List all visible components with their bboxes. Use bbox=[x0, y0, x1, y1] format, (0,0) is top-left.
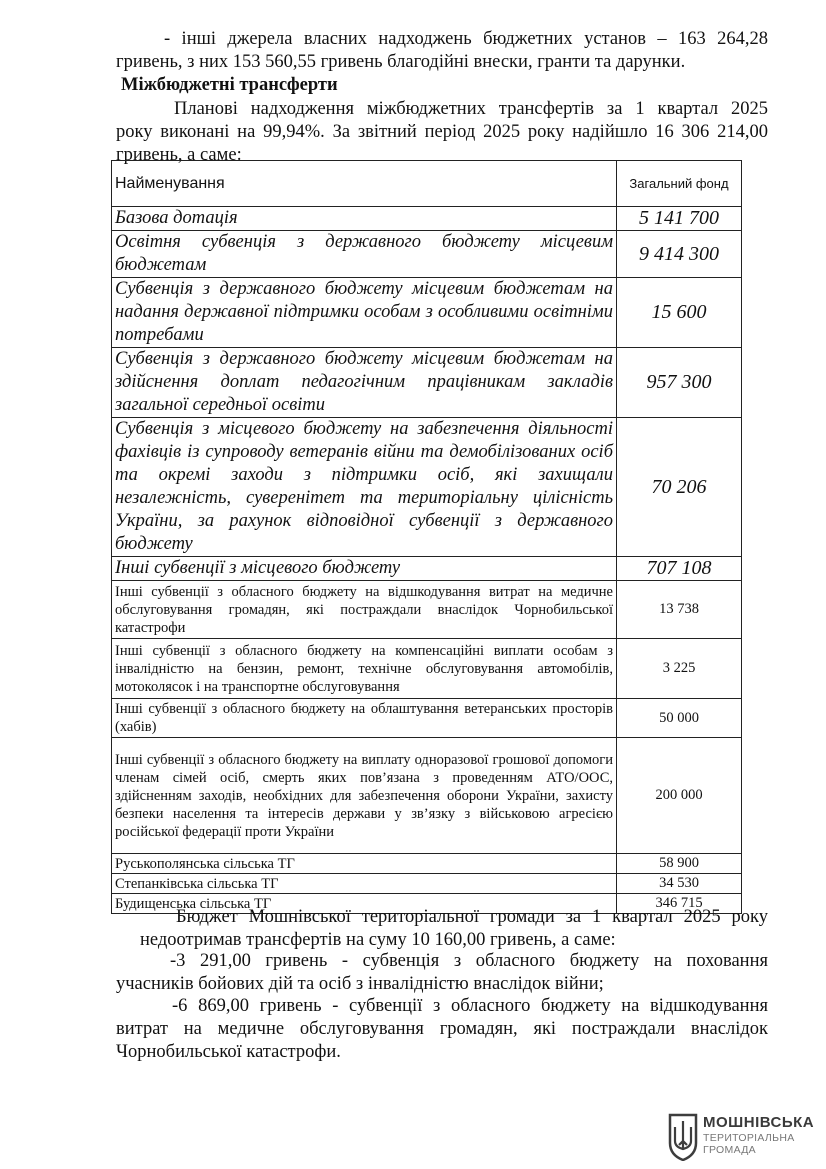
table-row bbox=[112, 207, 742, 231]
shortfall-item-1-line-1: -3 291,00 гривень - субвенція з обласного бюджету на поховання bbox=[170, 951, 768, 971]
shortfall-line-2: недоотримав трансфертів на суму 10 160,00 гривень, а саме: bbox=[140, 930, 616, 950]
community-logo bbox=[668, 1113, 818, 1163]
section-title: Міжбюджетні трансферти bbox=[121, 75, 338, 95]
table-row bbox=[112, 854, 742, 874]
row-name: Руськополянська сільська ТГ bbox=[112, 854, 617, 874]
row-value: 13 738 bbox=[617, 581, 742, 639]
row-value: 200 000 bbox=[617, 738, 742, 854]
row-value: 9 414 300 bbox=[617, 231, 742, 278]
row-name: Інші субвенції з обласного бюджету на відшкодування витрат на медичне обслуговування громадян, які постраждали внаслідок Чорнобильської катастрофи bbox=[112, 581, 617, 639]
header-general-fund: Загальний фонд bbox=[617, 161, 742, 207]
shortfall-item-2-line-2: витрат на медичне обслуговування громадян, які постраждали внаслідок bbox=[116, 1019, 768, 1039]
row-value: 70 206 bbox=[617, 418, 742, 557]
row-value: 3 225 bbox=[617, 639, 742, 699]
intro-line-1: - інші джерела власних надходжень бюджетних установ – 163 264,28 bbox=[164, 29, 768, 49]
row-name: Будищенська сільська ТГ bbox=[112, 894, 617, 914]
table-row bbox=[112, 738, 742, 854]
table-row bbox=[112, 278, 742, 348]
row-value: 957 300 bbox=[617, 348, 742, 418]
row-name: Інші субвенції з місцевого бюджету bbox=[112, 557, 617, 581]
table-row bbox=[112, 418, 742, 557]
table-row bbox=[112, 581, 742, 639]
summary-line-2: року виконані на 99,94%. За звітний період 2025 року надійшло 16 306 214,00 bbox=[116, 122, 768, 142]
row-name: Базова дотація bbox=[112, 207, 617, 231]
shortfall-item-1-line-2: учасників бойових дій та осіб з інвалідністю внаслідок війни; bbox=[116, 974, 604, 994]
trident-emblem-icon bbox=[668, 1113, 698, 1161]
row-name: Степанківська сільська ТГ bbox=[112, 874, 617, 894]
header-name: Найменування bbox=[112, 161, 617, 207]
table-row bbox=[112, 639, 742, 699]
shortfall-item-2-line-1: -6 869,00 гривень - субвенції з обласного бюджету на відшкодування bbox=[172, 996, 768, 1016]
logo-subtitle-1: ТЕРИТОРІАЛЬНА bbox=[703, 1132, 795, 1144]
row-name: Інші субвенції з обласного бюджету на виплату одноразової грошової допомоги членам сімей осіб, смерть яких пов’язана з проведенням АТО/ООС, здійсненням заходів, необхідних для забезпечення оборони України, захисту безпеки населення та інтересів держави у зв’язку з військовою агресією російської федерації проти України bbox=[112, 738, 617, 854]
row-value: 346 715 bbox=[617, 894, 742, 914]
summary-line-3: гривень, а саме: bbox=[116, 145, 242, 165]
logo-subtitle-2: ГРОМАДА bbox=[703, 1144, 756, 1156]
row-name: Субвенція з державного бюджету місцевим бюджетам на здійснення доплат педагогічним працівникам закладів загальної середньої освіти bbox=[112, 348, 617, 418]
table-row bbox=[112, 699, 742, 738]
row-value: 34 530 bbox=[617, 874, 742, 894]
table-row bbox=[112, 557, 742, 581]
table-header-row bbox=[112, 161, 742, 207]
summary-line-1: Планові надходження міжбюджетних трансфертів за 1 квартал 2025 bbox=[174, 99, 768, 119]
row-name: Субвенція з місцевого бюджету на забезпечення діяльності фахівців із супроводу ветеранів війни та демобілізованих осіб та окремі заходи з підтримки осіб, які захищали незалежність, суверенітет та територіальну цілісність України, за рахунок відповідної субвенції з державного бюджету bbox=[112, 418, 617, 557]
row-value: 707 108 bbox=[617, 557, 742, 581]
table-row bbox=[112, 231, 742, 278]
transfers-table bbox=[111, 160, 742, 914]
row-name: Інші субвенції з обласного бюджету на компенсаційні виплати особам з інвалідністю на бензин, ремонт, технічне обслуговування автомобілів, мотоколясок і на транспортне обслуговування bbox=[112, 639, 617, 699]
row-value: 5 141 700 bbox=[617, 207, 742, 231]
row-name: Інші субвенції з обласного бюджету на облаштування ветеранських просторів (хабів) bbox=[112, 699, 617, 738]
intro-line-2: гривень, з них 153 560,55 гривень благодійні внески, гранти та дарунки. bbox=[116, 52, 686, 72]
row-name: Субвенція з державного бюджету місцевим бюджетам на надання державної підтримки особам з особливими освітніми потребами bbox=[112, 278, 617, 348]
row-value: 58 900 bbox=[617, 854, 742, 874]
table-row bbox=[112, 348, 742, 418]
row-value: 15 600 bbox=[617, 278, 742, 348]
shortfall-item-2-line-3: Чорнобильської катастрофи. bbox=[116, 1042, 341, 1062]
shortfall-line-1: Бюджет Мошнівської територіальної громади за 1 квартал 2025 року bbox=[176, 907, 768, 927]
logo-title: МОШНІВСЬКА bbox=[703, 1114, 815, 1131]
row-name: Освітня субвенція з державного бюджету місцевим бюджетам bbox=[112, 231, 617, 278]
row-value: 50 000 bbox=[617, 699, 742, 738]
table-row bbox=[112, 874, 742, 894]
